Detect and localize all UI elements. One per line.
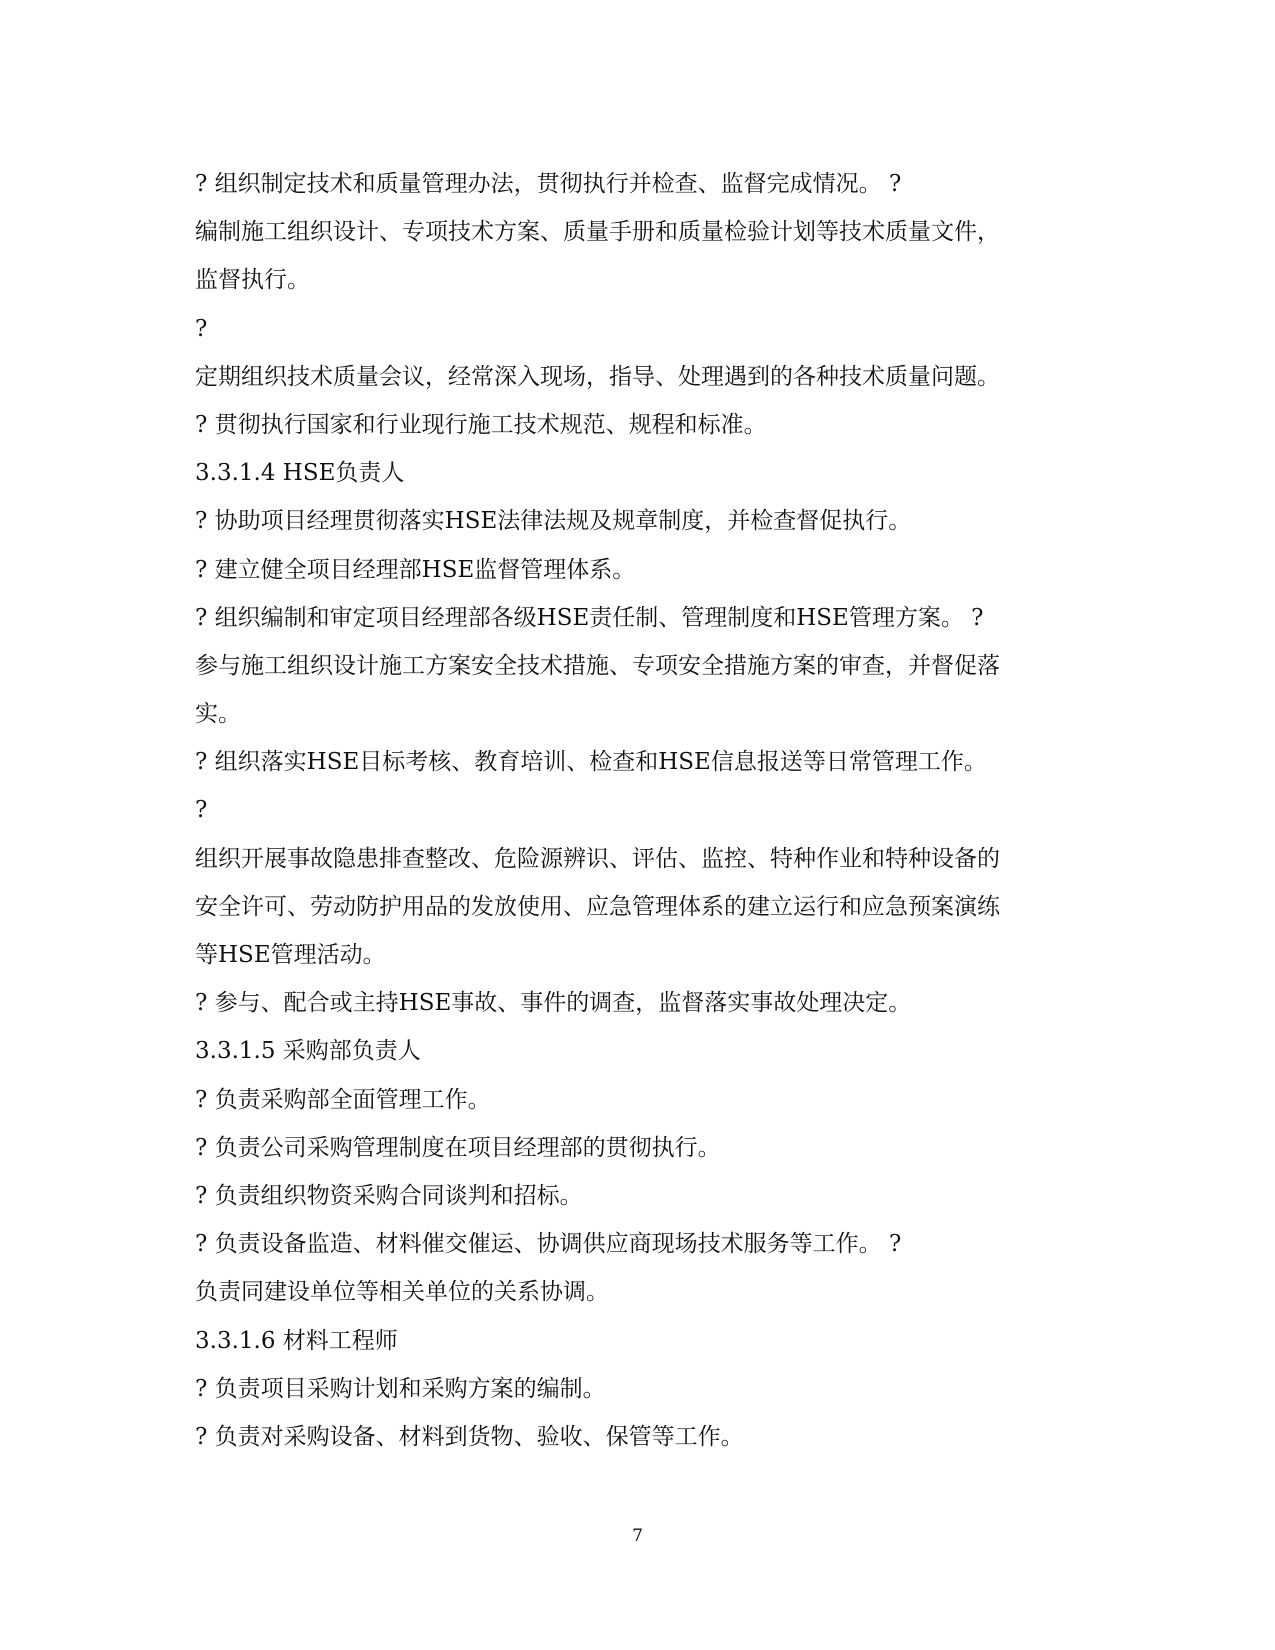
text-line: ? 组织落实HSE目标考核、教育培训、检查和HSE信息报送等日常管理工作。 <box>195 749 987 776</box>
text-line: ? 负责设备监造、材料催交催运、协调供应商现场技术服务等工作。 ? <box>195 1231 902 1258</box>
text-line: 负责同建设单位等相关单位的关系协调。 <box>195 1279 609 1306</box>
body-text <box>195 160 1095 1461</box>
text-line: ? 负责对采购设备、材料到货物、验收、保管等工作。 <box>195 1423 744 1450</box>
text-line: ? 负责采购部全面管理工作。 <box>195 1086 491 1113</box>
text-line: ? 贯彻执行国家和行业现行施工技术规范、规程和标准。 <box>195 411 767 438</box>
text-line: ? 负责公司采购管理制度在项目经理部的贯彻执行。 <box>195 1134 721 1161</box>
text-line: ? 组织编制和审定项目经理部各级HSE责任制、管理制度和HSE管理方案。 ? <box>195 604 984 631</box>
section-heading: 3.3.1.4 HSE负责人 <box>195 460 405 487</box>
text-line: 监督执行。 <box>195 267 310 294</box>
text-line: 组织开展事故隐患排查整改、危险源辨识、评估、监控、特种作业和特种设备的 <box>195 845 1000 872</box>
page-number: 7 <box>632 1526 643 1546</box>
text-line: ? 建立健全项目经理部HSE监督管理体系。 <box>195 556 636 583</box>
text-line: ? <box>195 797 208 824</box>
text-line: ? 负责组织物资采购合同谈判和招标。 <box>195 1182 583 1209</box>
text-line: 等HSE管理活动。 <box>195 942 386 968</box>
text-line: 安全许可、劳动防护用品的发放使用、应急管理体系的建立运行和应急预案演练 <box>195 893 1000 920</box>
text-line: ? 组织制定技术和质量管理办法，贯彻执行并检查、监督完成情况。 ? <box>195 171 902 197</box>
text-line: ? 协助项目经理贯彻落实HSE法律法规及规章制度，并检查督促执行。 <box>195 508 912 535</box>
text-line: 参与施工组织设计施工方案安全技术措施、专项安全措施方案的审查，并督促落 <box>195 652 1000 679</box>
text-line: 定期组织技术质量会议，经常深入现场，指导、处理遇到的各种技术质量问题。 <box>195 363 1000 390</box>
section-heading: 3.3.1.6 材料工程师 <box>195 1327 398 1354</box>
section-heading: 3.3.1.5 采购部负责人 <box>195 1038 421 1065</box>
text-line: 编制施工组织设计、专项技术方案、质量手册和质量检验计划等技术质量文件， <box>195 219 1000 246</box>
text-line: ? 负责项目采购计划和采购方案的编制。 <box>195 1375 606 1402</box>
text-line: ? <box>195 315 208 342</box>
text-line: ? 参与、配合或主持HSE事故、事件的调查，监督落实事故处理决定。 <box>195 990 912 1017</box>
text-line: 实。 <box>195 701 241 728</box>
